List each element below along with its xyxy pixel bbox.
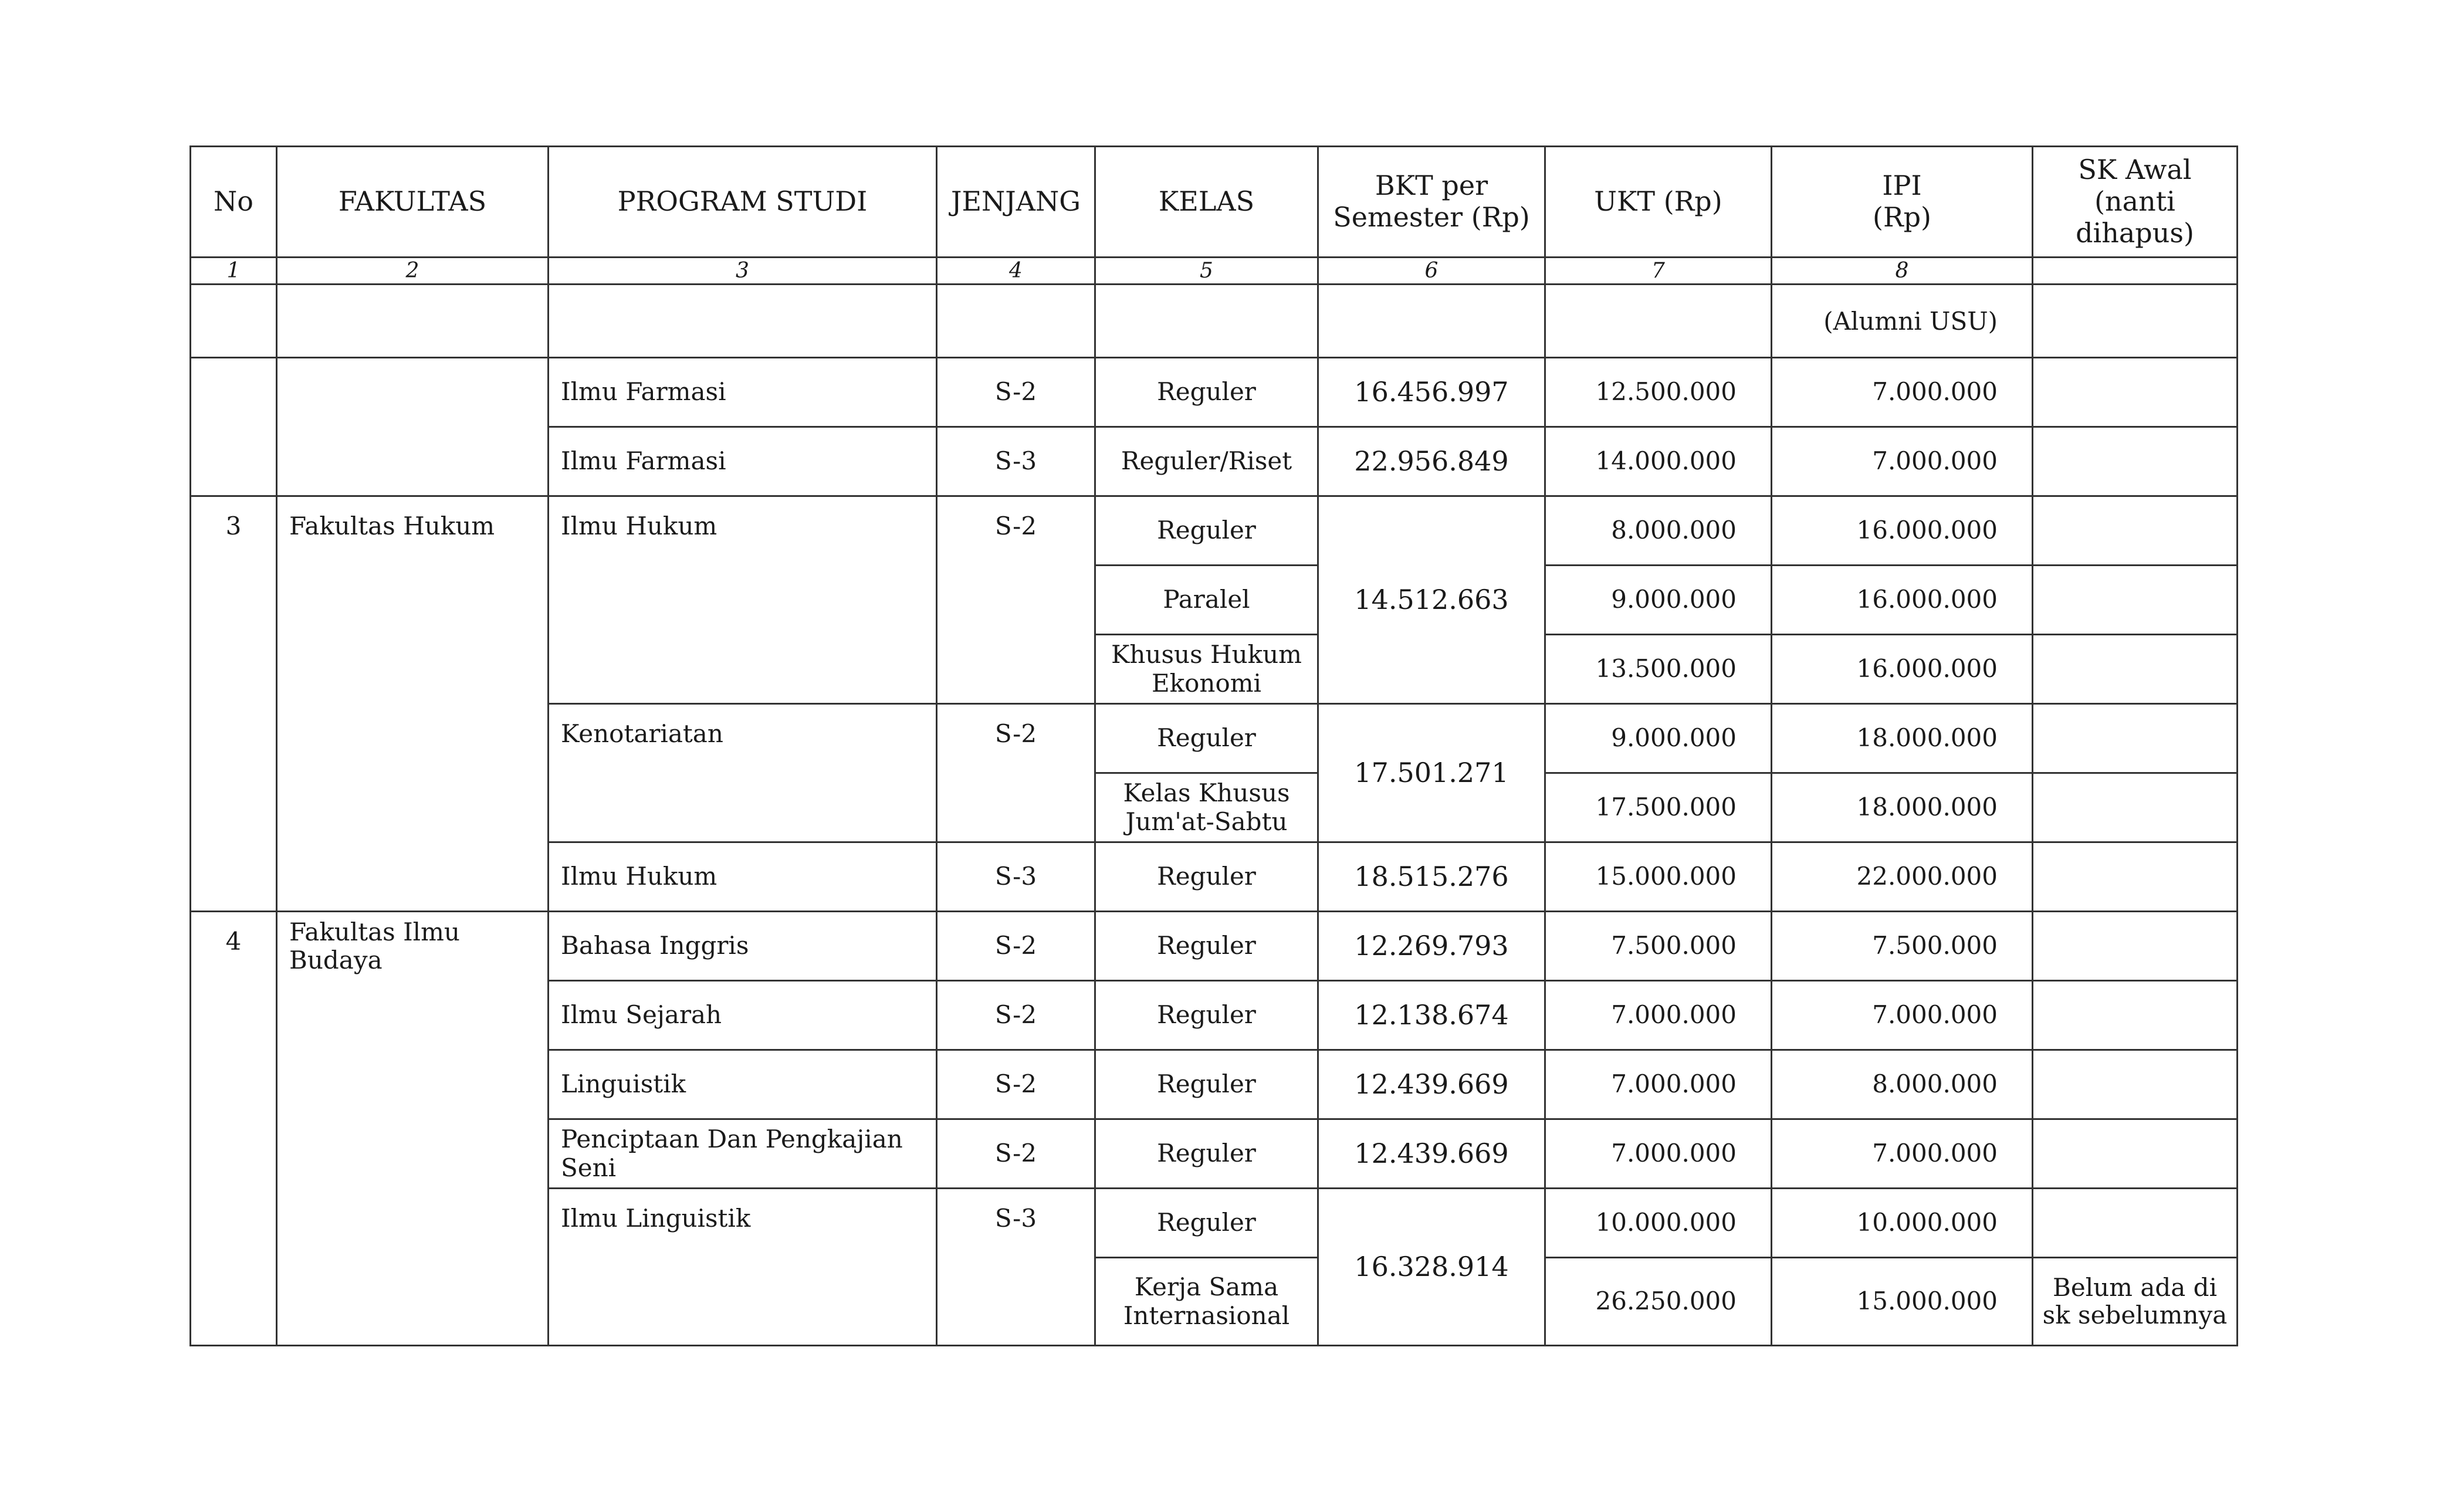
cell-kelas: Reguler [1095, 912, 1318, 981]
cell-program: Ilmu Linguistik [549, 1189, 937, 1346]
cell-kelas: Reguler [1095, 496, 1318, 566]
cell-sk [2033, 1189, 2238, 1258]
cell-sk [2033, 1119, 2238, 1189]
cell-jenjang: S-3 [937, 427, 1095, 496]
header-program-studi: PROGRAM STUDI [549, 147, 937, 258]
cell-sk-note: Belum ada di sk sebelumnya [2033, 1258, 2238, 1346]
cell-program: Ilmu Farmasi [549, 427, 937, 496]
col-number: 3 [549, 258, 937, 285]
cell-jenjang: S-2 [937, 358, 1095, 427]
cell-ipi: 22.000.000 [1772, 842, 2033, 912]
cell-kelas: Reguler [1095, 704, 1318, 773]
cell-no: 3 [191, 496, 277, 912]
cell-jenjang: S-3 [937, 842, 1095, 912]
cell-fakultas: Fakultas Ilmu Budaya [277, 912, 549, 1346]
header-no: No [191, 147, 277, 258]
col-number: 6 [1318, 258, 1545, 285]
header-ukt: UKT (Rp) [1545, 147, 1772, 258]
cell-program: Linguistik [549, 1050, 937, 1119]
cell-fakultas [277, 358, 549, 496]
cell-bkt: 16.456.997 [1318, 358, 1545, 427]
cell-kelas: Kerja Sama Internasional [1095, 1258, 1318, 1346]
cell-sk [2033, 496, 2238, 566]
cell-no [191, 358, 277, 496]
cell-ukt: 7.500.000 [1545, 912, 1772, 981]
cell-kelas: Kelas Khusus Jum'at-Sabtu [1095, 773, 1318, 842]
cell-jenjang: S-2 [937, 704, 1095, 842]
col-number: 8 [1772, 258, 2033, 285]
cell-jenjang: S-2 [937, 1119, 1095, 1189]
col-number-empty [2033, 258, 2238, 285]
cell-program: Ilmu Farmasi [549, 358, 937, 427]
table-row [191, 496, 2238, 566]
cell-ipi: 18.000.000 [1772, 704, 2033, 773]
cell-bkt: 22.956.849 [1318, 427, 1545, 496]
cell-kelas: Reguler [1095, 1119, 1318, 1189]
cell-sk [2033, 912, 2238, 981]
col-number: 7 [1545, 258, 1772, 285]
cell-ukt: 7.000.000 [1545, 1050, 1772, 1119]
col-number: 2 [277, 258, 549, 285]
cell-kelas: Khusus Hukum Ekonomi [1095, 635, 1318, 704]
cell-ipi: 7.500.000 [1772, 912, 2033, 981]
cell-sk [2033, 635, 2238, 704]
col-number: 4 [937, 258, 1095, 285]
header-ipi: IPI (Rp) [1772, 147, 2033, 258]
cell-ukt: 9.000.000 [1545, 704, 1772, 773]
cell-program: Penciptaan Dan Pengkajian Seni [549, 1119, 937, 1189]
cell-program: Bahasa Inggris [549, 912, 937, 981]
cell-kelas: Paralel [1095, 566, 1318, 635]
header-fakultas: FAKULTAS [277, 147, 549, 258]
cell-ukt: 7.000.000 [1545, 981, 1772, 1050]
cell-ukt: 13.500.000 [1545, 635, 1772, 704]
cell-jenjang: S-3 [937, 1189, 1095, 1346]
cell-kelas: Reguler [1095, 358, 1318, 427]
cell-no: 4 [191, 912, 277, 1346]
cell-ipi: 15.000.000 [1772, 1258, 2033, 1346]
cell-ipi: 8.000.000 [1772, 1050, 2033, 1119]
cell-jenjang: S-2 [937, 1050, 1095, 1119]
cell-ukt: 9.000.000 [1545, 566, 1772, 635]
cell-kelas: Reguler [1095, 981, 1318, 1050]
cell-ipi: 18.000.000 [1772, 773, 2033, 842]
cell-kelas: Reguler [1095, 1189, 1318, 1258]
cell-sk [2033, 842, 2238, 912]
cell-bkt: 14.512.663 [1318, 496, 1545, 704]
cell-bkt: 12.269.793 [1318, 912, 1545, 981]
cell-ukt: 15.000.000 [1545, 842, 1772, 912]
cell-program: Ilmu Hukum [549, 842, 937, 912]
fee-table [189, 145, 2238, 1346]
cell-bkt: 17.501.271 [1318, 704, 1545, 842]
cell-ipi: 16.000.000 [1772, 566, 2033, 635]
cell-ipi: 16.000.000 [1772, 496, 2033, 566]
col-number: 5 [1095, 258, 1318, 285]
cell-bkt: 16.328.914 [1318, 1189, 1545, 1346]
cell-program: Kenotariatan [549, 704, 937, 842]
col-number: 1 [191, 258, 277, 285]
cell-program: Ilmu Sejarah [549, 981, 937, 1050]
cell-bkt: 12.439.669 [1318, 1119, 1545, 1189]
cell-jenjang: S-2 [937, 981, 1095, 1050]
cell-ukt: 10.000.000 [1545, 1189, 1772, 1258]
cell-jenjang: S-2 [937, 496, 1095, 704]
cell-sk [2033, 358, 2238, 427]
cell-ukt: 17.500.000 [1545, 773, 1772, 842]
header-row [191, 147, 2238, 258]
cell-kelas: Reguler [1095, 1050, 1318, 1119]
cell-sk [2033, 981, 2238, 1050]
cell-ipi: 7.000.000 [1772, 358, 2033, 427]
table-row [191, 285, 2238, 358]
cell-ukt: 8.000.000 [1545, 496, 1772, 566]
header-kelas: KELAS [1095, 147, 1318, 258]
cell-sk [2033, 427, 2238, 496]
table-row [191, 912, 2238, 981]
cell-sk [2033, 566, 2238, 635]
cell-ukt: 7.000.000 [1545, 1119, 1772, 1189]
cell-ipi: 7.000.000 [1772, 427, 2033, 496]
header-sk-awal: SK Awal (nanti dihapus) [2033, 147, 2238, 258]
ipi-alumni-note: (Alumni USU) [1772, 285, 2033, 358]
cell-bkt: 12.138.674 [1318, 981, 1545, 1050]
cell-kelas: Reguler/Riset [1095, 427, 1318, 496]
table-row [191, 358, 2238, 427]
cell-sk [2033, 704, 2238, 773]
cell-ipi: 7.000.000 [1772, 1119, 2033, 1189]
cell-ipi: 7.000.000 [1772, 981, 2033, 1050]
cell-bkt: 12.439.669 [1318, 1050, 1545, 1119]
cell-ukt: 12.500.000 [1545, 358, 1772, 427]
column-number-row [191, 258, 2238, 285]
cell-ukt: 26.250.000 [1545, 1258, 1772, 1346]
cell-bkt: 18.515.276 [1318, 842, 1545, 912]
cell-fakultas: Fakultas Hukum [277, 496, 549, 912]
header-jenjang: JENJANG [937, 147, 1095, 258]
cell-sk [2033, 773, 2238, 842]
cell-kelas: Reguler [1095, 842, 1318, 912]
cell-ukt: 14.000.000 [1545, 427, 1772, 496]
cell-ipi: 16.000.000 [1772, 635, 2033, 704]
cell-sk [2033, 1050, 2238, 1119]
cell-jenjang: S-2 [937, 912, 1095, 981]
header-bkt: BKT per Semester (Rp) [1318, 147, 1545, 258]
cell-program: Ilmu Hukum [549, 496, 937, 704]
cell-ipi: 10.000.000 [1772, 1189, 2033, 1258]
